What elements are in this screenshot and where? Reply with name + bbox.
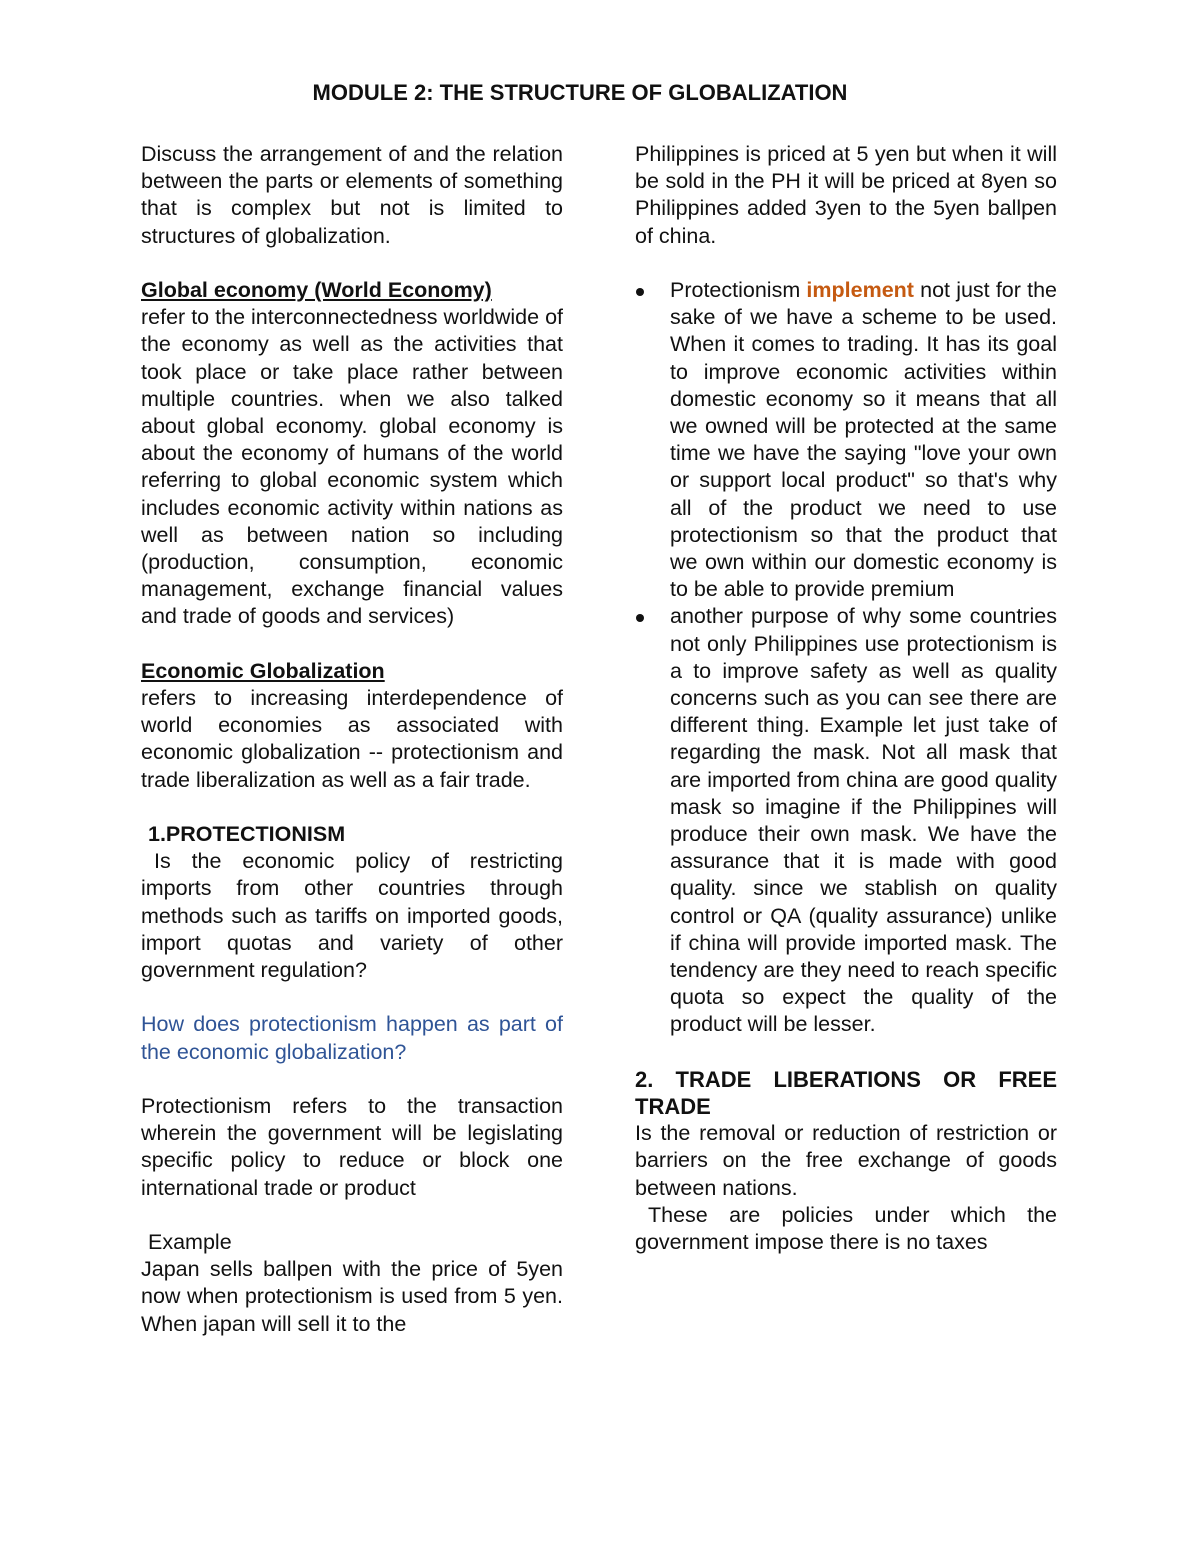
spacer — [635, 1039, 1057, 1066]
economic-globalization-paragraph: refers to increasing interdependence of world economies as associated with economic globalization -- protectionism and trade liberalization as well as a fair trade. — [141, 686, 563, 792]
bullet2-text: another purpose of why some countries not only Philippines use protectionism is a to improve safety as well as quality concerns such as you can see there are different thing. Example let just take of regarding the mask. Not all mask that are imported from china are good quality mask so imagine if the Philippines will produce their own mask. We have the assurance that it is made with good quality. since we stablish on quality control or QA (quality assurance) unlike if china will provide imported mask. The tendency are they need to reach specific quota so expect the quality of the product will be lesser. — [670, 604, 1057, 1037]
spacer — [141, 984, 563, 1011]
list-item — [635, 277, 1057, 603]
spacer — [141, 250, 563, 277]
spacer — [141, 631, 563, 658]
spacer — [141, 794, 563, 821]
spacer — [141, 1202, 563, 1229]
protectionism-answer: Protectionism refers to the transaction wherein the government will be legislating specific policy to reduce or block one international trade or product — [141, 1094, 563, 1200]
bullet1-text-after: not just for the sake of we have a scheme to be used. When it comes to trading. It has its goal to improve economic activities within domestic economy so it means that all we owned will be protected at the same time we have the saying "love your own or support local product" so that's why all of the product we need to use protectionism so that the product that we own within our domestic economy is to be able to provide premium — [670, 278, 1057, 602]
spacer — [141, 1066, 563, 1093]
trade-policy-paragraph: These are policies under which the government impose there is no taxes — [635, 1202, 1057, 1255]
bullet-icon — [636, 614, 644, 622]
right-column — [635, 141, 1057, 1256]
spacer — [635, 250, 1057, 277]
highlighted-word: implement — [806, 278, 914, 302]
global-economy-paragraph: refer to the interconnectedness worldwide of the economy as well as the activities that took place or take place rather between multiple countries. when we also talked about global economy. global economy is about the economy of humans of the world referring to global economic system which includes economic activity within nations as well as between nation so including (production, consumption, economic management, exchange financial values and trade of goods and services) — [141, 305, 563, 629]
bullet1-text-before: Protectionism — [670, 278, 807, 302]
intro-paragraph: Discuss the arrangement of and the relation between the parts or elements of something that is complex but not is limited to structures of globalization. — [141, 142, 563, 248]
protectionism-question: How does protectionism happen as part of the economic globalization? — [141, 1012, 563, 1064]
example-continuation: Philippines is priced at 5 yen but when it will be sold in the PH it will be priced at 8yen so Philippines added 3yen to the 5yen ballpen of china. — [635, 142, 1057, 248]
example-paragraph: Japan sells ballpen with the price of 5yen now when protectionism is used from 5 yen. When japan will sell it to the — [141, 1257, 563, 1336]
protectionism-heading: 1.PROTECTIONISM — [148, 822, 346, 847]
bullet-icon — [636, 288, 644, 296]
trade-liberation-heading: 2. TRADE LIBERATIONS OR FREE TRADE — [635, 1066, 1057, 1120]
global-economy-heading: Global economy (World Economy) — [141, 278, 492, 302]
example-label: Example — [148, 1230, 232, 1255]
bullet-list — [635, 277, 1057, 1039]
protectionism-paragraph: Is the economic policy of restricting imports from other countries through methods such as tariffs on imported goods, import quotas and variety of other government regulation? — [141, 849, 563, 983]
left-column — [141, 141, 563, 1338]
trade-liberation-paragraph: Is the removal or reduction of restriction or barriers on the free exchange of goods between nations. — [635, 1121, 1057, 1200]
list-item — [635, 603, 1057, 1038]
page-title: MODULE 2: THE STRUCTURE OF GLOBALIZATION — [312, 80, 848, 105]
economic-globalization-heading: Economic Globalization — [141, 658, 385, 683]
